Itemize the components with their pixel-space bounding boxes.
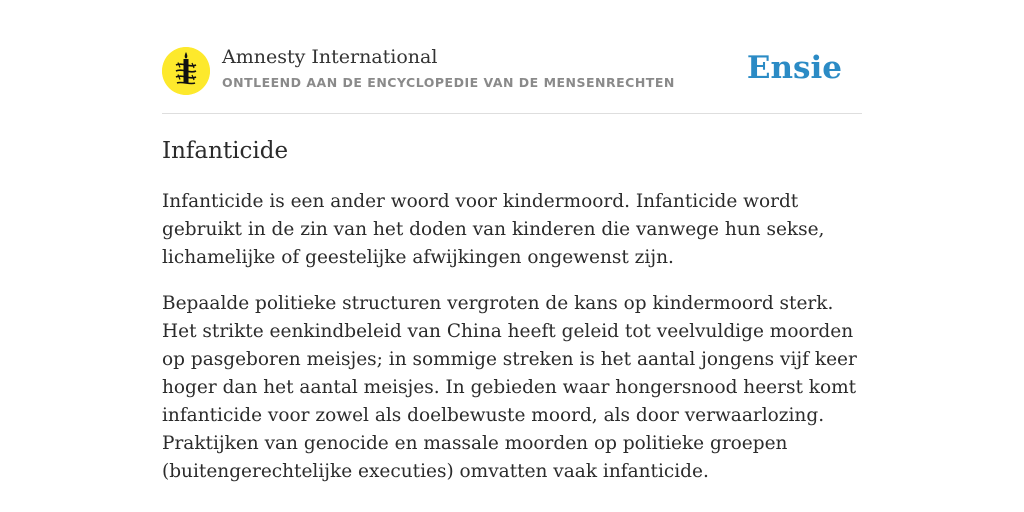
ensie-logo-link[interactable]: Ensie [746,50,842,86]
article-paragraph: Infanticide is een ander woord voor kindermoord. Infanticide wordt gebruikt in de zin van het doden van kinderen die vanwege hun sekse, lichamelijke of geestelijke afwijkingen ongewenst zijn. [162,191,825,268]
article-paragraph: Bepaalde politieke structuren vergroten de kans op kindermoord sterk. Het strikte eenkindbeleid van China heeft geleid tot veelvuldige moorden op pasgeboren meisjes; in sommige streken is het aantal jongens vijf keer hoger dan het aantal meisjes. In gebieden waar hongersnood heerst komt infanticide voor zowel als doelbewuste moord, als door verwaarlozing. Praktijken van genocide en massale moorden op politieke groepen (buitengerechtelijke executies) omvatten vaak infanticide. [162,293,857,482]
org-name: Amnesty International [222,46,438,68]
source-subtitle: ONTLEEND AAN DE ENCYCLOPEDIE VAN DE MENSENRECHTEN [222,75,675,90]
amnesty-candle-icon [162,47,210,95]
header [162,45,862,114]
article-page [162,45,862,486]
page-title: Infanticide [162,138,289,164]
